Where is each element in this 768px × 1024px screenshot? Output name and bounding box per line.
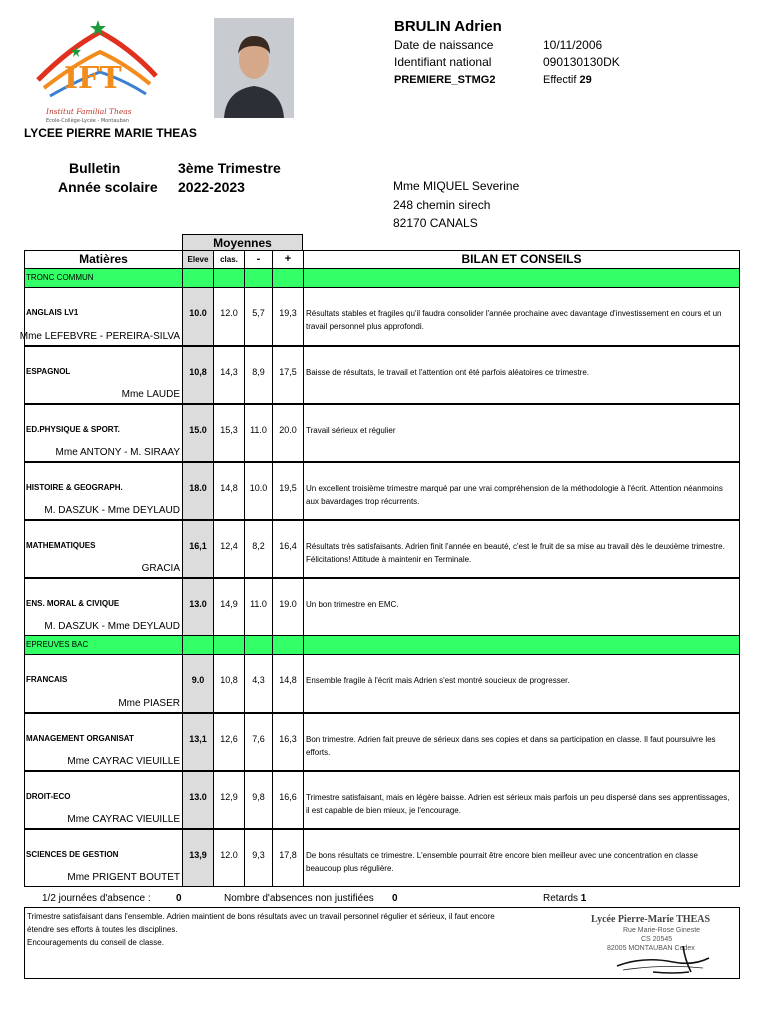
moyennes-header: Moyennes	[182, 234, 303, 251]
subject-cell	[25, 347, 183, 403]
subject-cell	[19, 288, 183, 345]
min-grade: 11.0	[250, 425, 267, 435]
table-row	[25, 654, 739, 712]
classe-cell	[214, 521, 245, 577]
teacher-name: Mme ANTONY - M. SIRAAY	[55, 447, 180, 458]
min-grade: 4,3	[252, 675, 265, 685]
min-cell	[245, 347, 273, 403]
eleve-cell	[183, 405, 214, 461]
teacher-name: Mme PIASER	[118, 698, 180, 709]
teacher-comment: Travail sérieux et régulier	[306, 426, 396, 435]
table-row	[25, 519, 739, 577]
svg-text:IFT: IFT	[64, 61, 122, 96]
subject-cell	[25, 579, 183, 635]
teacher-comment: Bon trimestre. Adrien fait preuve de sérieux dans ses copies et dans sa participation en classe. Il faut poursuivre les efforts.	[306, 735, 716, 757]
school-stamp	[583, 912, 733, 976]
section-cell	[245, 269, 273, 287]
min-grade: 8,9	[252, 367, 265, 377]
logo-text: Institut Familial Theas	[46, 107, 132, 116]
retards	[543, 893, 586, 904]
max-cell	[273, 655, 304, 712]
bilan-cell	[304, 463, 739, 519]
min-grade: 10.0	[249, 483, 268, 493]
max-grade: 16,6	[279, 792, 297, 802]
unjustified-value: 0	[392, 893, 398, 904]
school-name: LYCEE PIERRE MARIE THEAS	[24, 126, 197, 140]
section-cell	[183, 269, 214, 287]
table-row	[25, 828, 739, 886]
teacher-comment: Résultats stables et fragiles qu'il faudra consolider l'année prochaine avec davantage d'investissement en cours et un travail personnel plus approfondi.	[306, 309, 722, 331]
max-cell	[273, 830, 304, 886]
eleve-grade: 10.0	[189, 308, 207, 318]
subject-name: FRANCAIS	[26, 675, 68, 684]
id-value: 090130130DK	[543, 55, 620, 69]
min-cell	[245, 830, 273, 886]
address-name: Mme MIQUEL Severine	[393, 179, 520, 193]
retards-label: Retards	[543, 893, 579, 904]
subject-name: DROIT-ECO	[26, 792, 71, 801]
effectif-value: 29	[579, 74, 592, 86]
bilan-cell	[304, 347, 739, 403]
address-city: 82170 CANALS	[393, 216, 478, 230]
section-row	[25, 635, 739, 654]
subject-name: HISTOIRE & GEOGRAPH.	[26, 483, 123, 492]
year-label: Année scolaire	[58, 179, 158, 195]
min-cell	[245, 463, 273, 519]
eleve-grade: 13,9	[189, 850, 207, 860]
min-grade: 11.0	[250, 599, 267, 609]
classe-cell	[214, 772, 245, 828]
eleve-cell	[183, 463, 214, 519]
subject-name: SCIENCES DE GESTION	[26, 850, 119, 859]
final-line-1: Trimestre satisfaisant dans l'ensemble. Adrien maintient de bons résultats avec un travail personnel régulier et sérieux, il faut encore	[27, 912, 495, 921]
eleve-grade: 9.0	[191, 675, 205, 685]
eleve-grade: 10,8	[189, 367, 207, 377]
subject-name: ANGLAIS LV1	[26, 308, 79, 317]
bilan-cell	[304, 288, 739, 345]
eleve-grade: 18.0	[189, 483, 207, 493]
eleve-grade: 13.0	[189, 792, 207, 802]
classe-grade: 12,9	[220, 792, 238, 802]
table-header	[25, 250, 739, 268]
eleve-cell	[183, 521, 214, 577]
subject-cell	[25, 714, 183, 770]
classe-grade: 12.0	[220, 308, 238, 318]
col-matieres: Matières	[25, 251, 183, 268]
max-grade: 17,5	[279, 367, 297, 377]
subject-cell	[25, 830, 183, 886]
subject-cell	[25, 405, 183, 461]
effectif	[543, 74, 592, 86]
eleve-cell	[183, 830, 214, 886]
table-row	[25, 403, 739, 461]
teacher-comment: Trimestre satisfaisant, mais en légère baisse. Adrien est sérieux mais parfois un peu dispersé dans ses apprentissages, il est capable de bien mieux, je l'encourage.	[306, 793, 730, 815]
subject-cell	[25, 772, 183, 828]
effectif-label: Effectif	[543, 74, 577, 86]
bulletin-label: Bulletin	[69, 160, 121, 176]
section-cell	[183, 636, 214, 654]
half-days-label: 1/2 journées d'absence :	[42, 893, 151, 904]
classe-grade: 14,8	[220, 483, 238, 493]
bilan-cell	[304, 405, 739, 461]
table-row	[25, 461, 739, 519]
eleve-grade: 15.0	[189, 425, 207, 435]
bulletin-value: 3ème Trimestre	[178, 160, 281, 176]
min-grade: 5,7	[252, 308, 265, 318]
max-cell	[273, 714, 304, 770]
section-cell	[245, 636, 273, 654]
bilan-cell	[304, 655, 739, 712]
subject-name: MATHEMATIQUES	[26, 541, 96, 550]
section-row	[25, 268, 739, 287]
classe-cell	[214, 655, 245, 712]
eleve-cell	[183, 772, 214, 828]
teacher-name: Mme CAYRAC VIEUILLE	[67, 756, 180, 767]
student-photo	[214, 18, 294, 118]
signature	[613, 942, 733, 976]
classe-cell	[214, 714, 245, 770]
max-cell	[273, 521, 304, 577]
min-grade: 8,2	[252, 541, 265, 551]
col-bilan: BILAN ET CONSEILS	[461, 252, 582, 266]
teacher-name: Mme LAUDE	[121, 389, 180, 400]
address-street: 248 chemin sirech	[393, 198, 491, 212]
classe-grade: 12,4	[220, 541, 238, 551]
max-grade: 19,3	[279, 308, 297, 318]
subject-name: MANAGEMENT ORGANISAT	[26, 734, 134, 743]
teacher-comment: Un bon trimestre en EMC.	[306, 600, 399, 609]
min-cell	[245, 521, 273, 577]
teacher-comment: Baisse de résultats, le travail et l'attention ont été parfois aléatoires ce trimestre.	[306, 368, 589, 377]
table-bottom-border	[25, 886, 739, 887]
bilan-cell	[304, 830, 739, 886]
col-classe: clas.	[214, 251, 245, 268]
min-cell	[245, 579, 273, 635]
class-name: PREMIERE_STMG2	[394, 74, 496, 86]
table-body	[19, 268, 739, 886]
grades-table	[19, 250, 740, 887]
section-cell	[304, 636, 739, 654]
classe-grade: 14,9	[220, 599, 238, 609]
min-grade: 9,3	[252, 850, 265, 860]
min-cell	[245, 288, 273, 345]
table-row	[25, 345, 739, 403]
school-logo	[30, 18, 160, 130]
max-cell	[273, 288, 304, 345]
final-text	[27, 910, 567, 949]
eleve-cell	[183, 655, 214, 712]
subject-name: ESPAGNOL	[26, 367, 71, 376]
max-cell	[273, 463, 304, 519]
classe-grade: 10,8	[220, 675, 238, 685]
subject-name: ED.PHYSIQUE & SPORT.	[26, 425, 120, 434]
id-label: Identifiant national	[394, 55, 492, 69]
classe-cell	[214, 288, 245, 345]
max-cell	[273, 405, 304, 461]
section-cell	[273, 636, 304, 654]
classe-cell	[214, 463, 245, 519]
section-cell	[273, 269, 304, 287]
classe-grade: 12,6	[220, 734, 238, 744]
table-row	[25, 770, 739, 828]
eleve-cell	[183, 347, 214, 403]
half-days-value: 0	[176, 893, 182, 904]
bilan-cell	[304, 521, 739, 577]
final-line-3: Encouragements du conseil de classe.	[27, 938, 164, 947]
classe-grade: 15,3	[220, 425, 238, 435]
min-grade: 7,6	[252, 734, 265, 744]
section-cell	[304, 269, 739, 287]
year-value: 2022-2023	[178, 179, 245, 195]
col-max: +	[273, 251, 304, 268]
classe-grade: 14,3	[220, 367, 238, 377]
max-grade: 14,8	[279, 675, 297, 685]
subject-cell	[25, 463, 183, 519]
teacher-comment: De bons résultats ce trimestre. L'ensemble pourrait être encore bien meilleur avec une concentration en classe beaucoup plus régulière.	[306, 851, 698, 873]
stamp-line-1: Lycée Pierre-Marie THEAS	[591, 914, 711, 925]
unjustified-label: Nombre d'absences non justifiées	[224, 893, 374, 904]
col-eleve: Eleve	[183, 251, 214, 268]
eleve-grade: 13,1	[189, 734, 207, 744]
subject-name: ENS. MORAL & CIVIQUE	[26, 599, 120, 608]
classe-cell	[214, 347, 245, 403]
max-grade: 16,4	[279, 541, 297, 551]
teacher-comment: Résultats très satisfaisants. Adrien finit l'année en beauté, c'est le fruit de sa mise au travail dès le deuxième trimestre. Félicitations! Attitude à maintenir en Terminale.	[306, 542, 725, 564]
max-cell	[273, 579, 304, 635]
max-grade: 16,3	[279, 734, 297, 744]
birth-value: 10/11/2006	[543, 38, 603, 52]
stamp-line-2: Rue Marie-Rose Gineste	[623, 927, 701, 934]
min-cell	[245, 714, 273, 770]
eleve-grade: 16,1	[189, 541, 207, 551]
table-row	[25, 712, 739, 770]
min-cell	[245, 772, 273, 828]
max-grade: 17,8	[279, 850, 297, 860]
bilan-cell	[304, 579, 739, 635]
max-grade: 20.0	[279, 425, 297, 435]
classe-cell	[214, 405, 245, 461]
classe-cell	[214, 830, 245, 886]
table-row	[19, 287, 739, 345]
classe-cell	[214, 579, 245, 635]
final-line-2: étendre ses efforts à toutes les disciplines.	[27, 925, 178, 934]
teacher-name: M. DASZUK - Mme DEYLAUD	[44, 505, 180, 516]
section-cell	[214, 269, 245, 287]
max-grade: 19.0	[279, 599, 297, 609]
stamp-line-4: 82005 MONTAUBAN Cedex	[607, 945, 695, 952]
eleve-cell	[183, 714, 214, 770]
bilan-cell	[304, 772, 739, 828]
retards-value: 1	[580, 893, 587, 904]
bilan-cell	[304, 714, 739, 770]
teacher-name: Mme PRIGENT BOUTET	[67, 872, 180, 883]
max-cell	[273, 772, 304, 828]
stamp-line-3: CS 20545	[641, 936, 673, 943]
subject-cell	[25, 521, 183, 577]
birth-label: Date de naissance	[394, 38, 494, 52]
teacher-comment: Un excellent troisième trimestre marqué par une vrai compréhension de la méthodologie à l'écrit. Attention néanmoins aux bavardages trop récurrents.	[306, 484, 723, 506]
student-name: BRULIN Adrien	[394, 18, 502, 35]
teacher-name: GRACIA	[141, 563, 180, 574]
eleve-cell	[183, 579, 214, 635]
max-cell	[273, 347, 304, 403]
teacher-comment: Ensemble fragile à l'écrit mais Adrien s'est montré soucieux de progresser.	[306, 676, 570, 685]
min-cell	[245, 655, 273, 712]
min-cell	[245, 405, 273, 461]
subject-cell	[25, 655, 183, 712]
min-grade: 9,8	[252, 792, 265, 802]
section-title: TRONC COMMUN	[25, 269, 183, 287]
teacher-name: Mme CAYRAC VIEUILLE	[67, 814, 180, 825]
eleve-grade: 13.0	[189, 599, 207, 609]
max-grade: 19,5	[279, 483, 297, 493]
section-cell	[214, 636, 245, 654]
classe-grade: 12.0	[220, 850, 238, 860]
eleve-cell	[183, 288, 214, 345]
table-row	[25, 577, 739, 635]
final-appreciation	[24, 907, 740, 979]
teacher-name: M. DASZUK - Mme DEYLAUD	[44, 621, 180, 632]
teacher-name: Mme LEFEBVRE - PEREIRA-SILVA	[19, 331, 180, 342]
section-title: EPREUVES BAC	[25, 636, 183, 654]
col-min: -	[245, 251, 273, 268]
logo-subtext: Ecole-Collège-Lycée - Montauban	[46, 118, 130, 124]
